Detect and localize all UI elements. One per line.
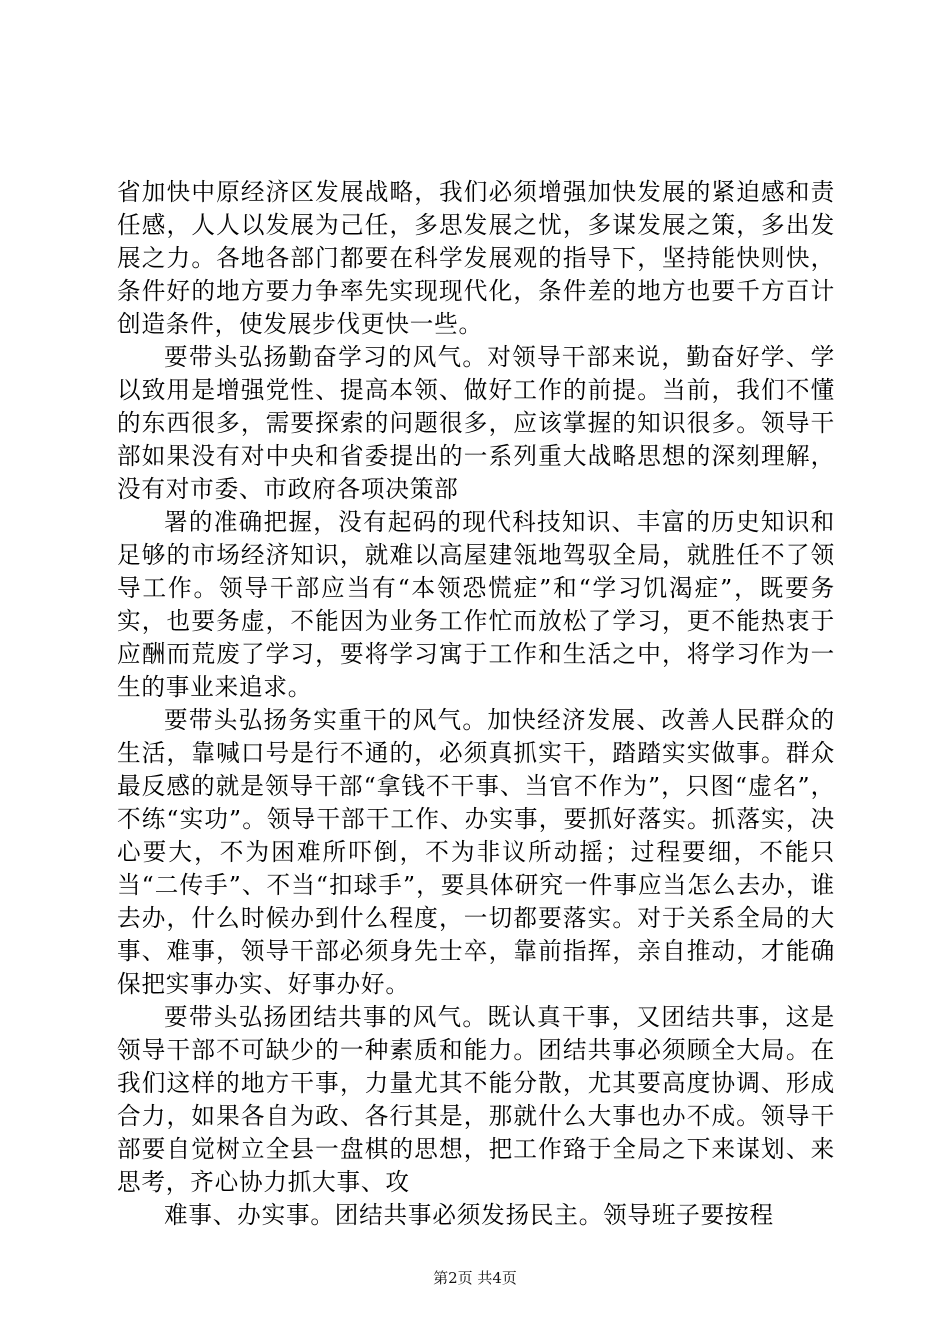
paragraph-6: 难事、办实事。团结共事必须发扬民主。领导班子要按程 bbox=[164, 1201, 774, 1229]
paragraph-5: 要带头弘扬团结共事的风气。既认真干事，又团结共事，这是领导干部不可缺少的一种素质和能力。团结共事必须顾全大局。在我们这样的地方干事，力量尤其不能分散，尤其要高度协调、形成合力，如果各自为政、各行其是，那就什么大事也办不成。领导干部要自觉树立全县一盘棋的思想，把工作臵于全局之下来谋划、来思考，齐心协力抓大事、攻 bbox=[117, 1003, 835, 1196]
page-footer bbox=[0, 1268, 950, 1288]
page-number-label: 第2页 共4页 bbox=[433, 1269, 517, 1287]
paragraph-4: 要带头弘扬务实重干的风气。加快经济发展、改善人民群众的生活，靠喊口号是行不通的，必须真抓实干，踏踏实实做事。群众最反感的就是领导干部“拿钱不干事、当官不作为”，只图“虚名”，不练“实功”。领导干部干工作、办实事，要抓好落实。抓落实，决心要大，不为困难所吓倒，不为非议所动摇；过程要细，不能只当“二传手”、不当“扣球手”，要具体研究一件事应当怎么去办，谁去办，什么时候办到什么程度，一切都要落实。对于关系全局的大事、难事，领导干部必须身先士卒，靠前指挥，亲自推动，才能确保把实事办实、好事办好。 bbox=[117, 706, 835, 998]
paragraph-2: 要带头弘扬勤奋学习的风气。对领导干部来说，勤奋好学、学以致用是增强党性、提高本领、做好工作的前提。当前，我们不懂的东西很多，需要探索的问题很多，应该掌握的知识很多。领导干部如果没有对中央和省委提出的一系列重大战略思想的深刻理解，没有对市委、市政府各项决策部 bbox=[117, 343, 835, 503]
paragraph-3: 署的准确把握，没有起码的现代科技知识、丰富的历史知识和足够的市场经济知识，就难以高屋建瓴地驾驭全局，就胜任不了领导工作。领导干部应当有“本领恐慌症”和“学习饥渴症”，既要务实，也要务虚，不能因为业务工作忙而放松了学习，更不能热衷于应酬而荒废了学习，要将学习寓于工作和生活之中，将学习作为一生的事业来追求。 bbox=[117, 508, 835, 701]
paragraph-1: 省加快中原经济区发展战略，我们必须增强加快发展的紧迫感和责任感，人人以发展为己任，多思发展之忧，多谋发展之策，多出发展之力。各地各部门都要在科学发展观的指导下，坚持能快则快，条件好的地方要力争率先实现现代化，条件差的地方也要千方百计创造条件，使发展步伐更快一些。 bbox=[117, 178, 835, 338]
document-body bbox=[117, 176, 835, 1232]
